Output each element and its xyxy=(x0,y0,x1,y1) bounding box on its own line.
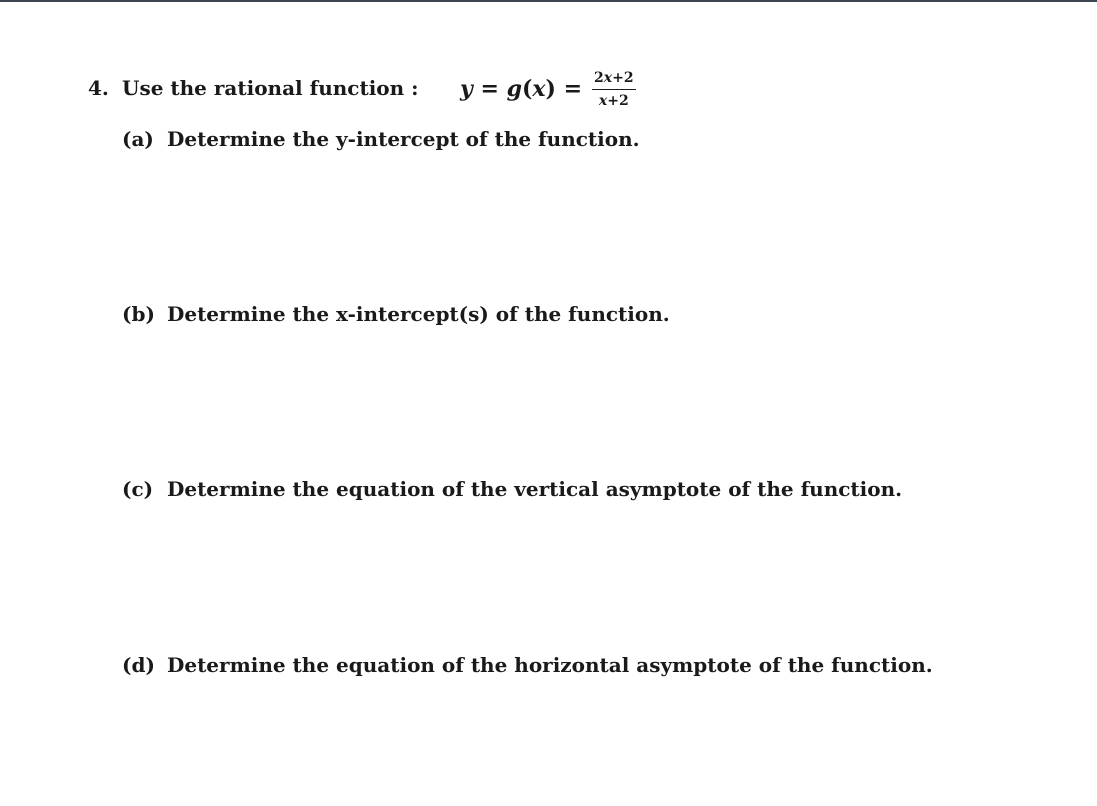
equation-x: x xyxy=(532,76,546,102)
equation-equals-2: = xyxy=(555,76,583,102)
part-c xyxy=(122,477,902,501)
part-a-label: (a) xyxy=(122,127,154,151)
denominator-constant: +2 xyxy=(607,92,629,109)
part-d xyxy=(122,653,933,677)
rational-function-equation xyxy=(460,64,636,114)
denominator-variable: x xyxy=(598,92,608,109)
part-a-text: Determine the y-intercept of the function. xyxy=(167,127,640,151)
equation-lhs xyxy=(460,76,582,102)
question-number: 4. xyxy=(88,76,109,100)
part-c-label: (c) xyxy=(122,477,154,501)
part-b-label: (b) xyxy=(122,302,155,326)
part-b xyxy=(122,302,670,326)
equation-fraction xyxy=(592,70,636,109)
fraction-denominator xyxy=(599,90,629,109)
top-border-rule xyxy=(0,0,1097,2)
equation-equals-1: = xyxy=(472,76,507,102)
question-header xyxy=(88,76,419,100)
numerator-constant: +2 xyxy=(612,69,634,86)
numerator-coefficient: 2 xyxy=(594,69,604,86)
part-b-text: Determine the x-intercept(s) of the function. xyxy=(167,302,670,326)
equation-open-paren: ( xyxy=(521,76,533,102)
numerator-variable: x xyxy=(603,69,613,86)
equation-close-paren: ) xyxy=(545,76,556,102)
equation-g: g xyxy=(506,76,522,102)
part-d-text: Determine the equation of the horizontal asymptote of the function. xyxy=(167,653,933,677)
part-a xyxy=(122,127,640,151)
fraction-numerator xyxy=(592,70,636,90)
equation-y: y xyxy=(460,76,473,102)
question-prompt: Use the rational function : xyxy=(122,76,419,100)
part-d-label: (d) xyxy=(122,653,155,677)
part-c-text: Determine the equation of the vertical asymptote of the function. xyxy=(167,477,903,501)
